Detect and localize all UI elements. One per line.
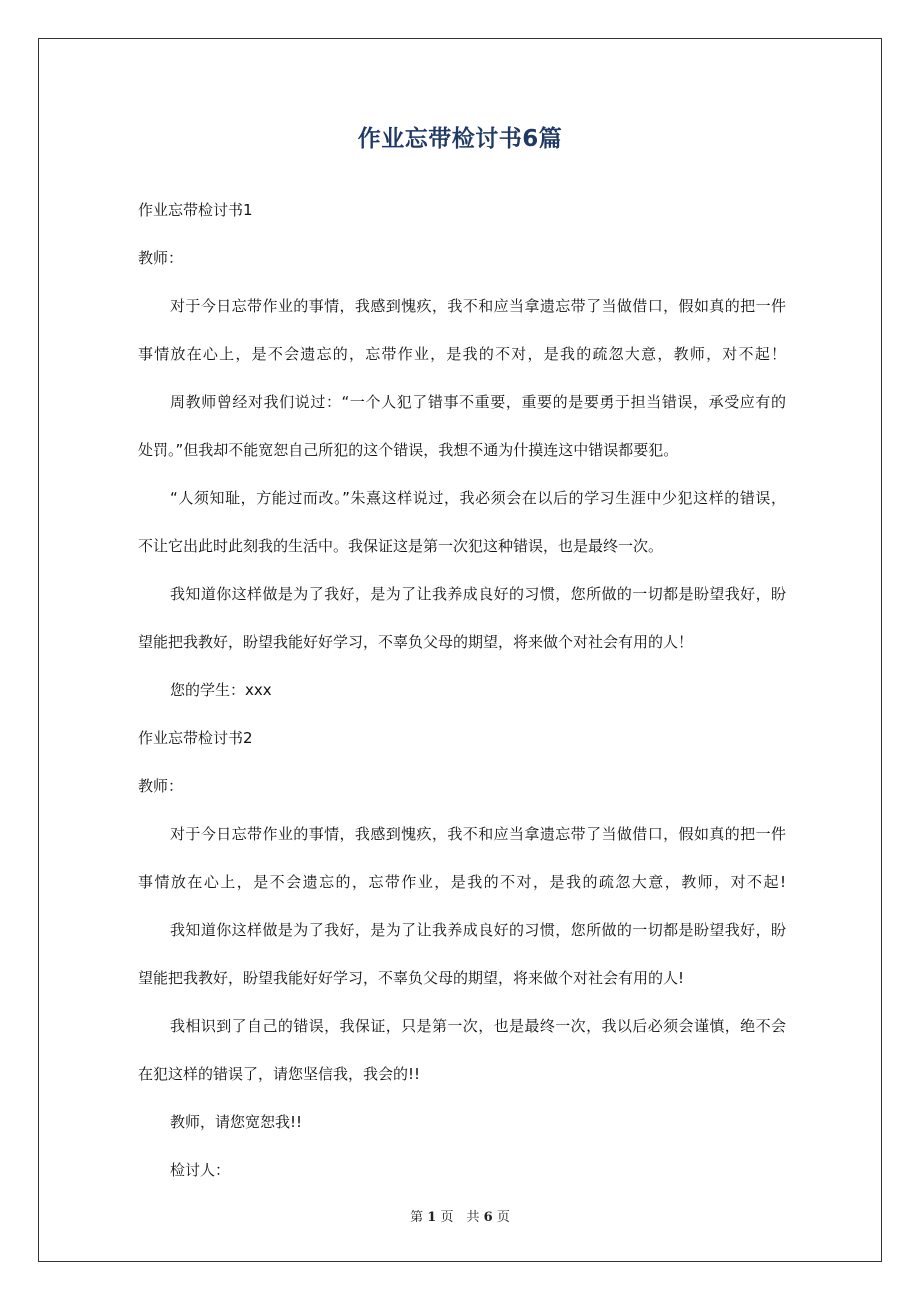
salutation-1: 教师： bbox=[138, 249, 184, 267]
section-heading-2: 作业忘带检讨书2 bbox=[138, 729, 253, 747]
signature-2: 检讨人： bbox=[170, 1161, 231, 1179]
document-title: 作业忘带检讨书6篇 bbox=[357, 126, 563, 152]
paragraph-line: 事情放在心上，是不会遗忘的，忘带作业，是我的不对，是我的疏忽大意，教师，对不起！ bbox=[138, 345, 786, 363]
page-prefix: 第 bbox=[410, 1210, 424, 1225]
page-total-number: 6 bbox=[483, 1210, 493, 1225]
page-current-number: 1 bbox=[427, 1210, 437, 1225]
paragraph-line: “人须知耻，方能过而改。”朱熹这样说过，我必须会在以后的学习生涯中少犯这样的错误， bbox=[170, 489, 786, 507]
paragraph-line: 我知道你这样做是为了我好，是为了让我养成良好的习惯，您所做的一切都是盼望我好，盼 bbox=[170, 585, 786, 603]
paragraph-line: 望能把我教好，盼望我能好好学习，不辜负父母的期望，将来做个对社会有用的人！ bbox=[138, 633, 694, 651]
paragraph-line: 处罚。”但我却不能宽恕自己所犯的这个错误，我想不通为什摸连这中错误都要犯。 bbox=[138, 441, 679, 459]
paragraph-line: 不让它出此时此刻我的生活中。我保证这是第一次犯这种错误，也是最终一次。 bbox=[138, 537, 664, 555]
paragraph-line: 对于今日忘带作业的事情，我感到愧疚，我不和应当拿遗忘带了当做借口，假如真的把一件 bbox=[170, 825, 786, 843]
paragraph-line: 教师，请您宽恕我!! bbox=[170, 1113, 303, 1131]
page-footer bbox=[0, 1206, 920, 1225]
paragraph-line: 在犯这样的错误了，请您坚信我，我会的!! bbox=[138, 1065, 421, 1083]
page-suffix: 页 bbox=[496, 1210, 510, 1225]
section-heading-1: 作业忘带检讨书1 bbox=[138, 201, 253, 219]
paragraph-line: 望能把我教好，盼望我能好好学习，不辜负父母的期望，将来做个对社会有用的人! bbox=[138, 969, 685, 987]
salutation-2: 教师： bbox=[138, 777, 184, 795]
paragraph-line: 我相识到了自己的错误，我保证，只是第一次，也是最终一次，我以后必须会谨慎，绝不会 bbox=[170, 1017, 786, 1035]
paragraph-line: 周教师曾经对我们说过：“一个人犯了错事不重要，重要的是要勇于担当错误，承受应有的 bbox=[170, 393, 786, 411]
signature-1: 您的学生：xxx bbox=[170, 681, 272, 699]
page-mid: 页 共 bbox=[440, 1210, 480, 1225]
paragraph-line: 对于今日忘带作业的事情，我感到愧疚，我不和应当拿遗忘带了当做借口，假如真的把一件 bbox=[170, 297, 786, 315]
paragraph-line: 我知道你这样做是为了我好，是为了让我养成良好的习惯，您所做的一切都是盼望我好，盼 bbox=[170, 921, 786, 939]
paragraph-line: 事情放在心上，是不会遗忘的，忘带作业，是我的不对，是我的疏忽大意，教师，对不起! bbox=[138, 873, 786, 891]
